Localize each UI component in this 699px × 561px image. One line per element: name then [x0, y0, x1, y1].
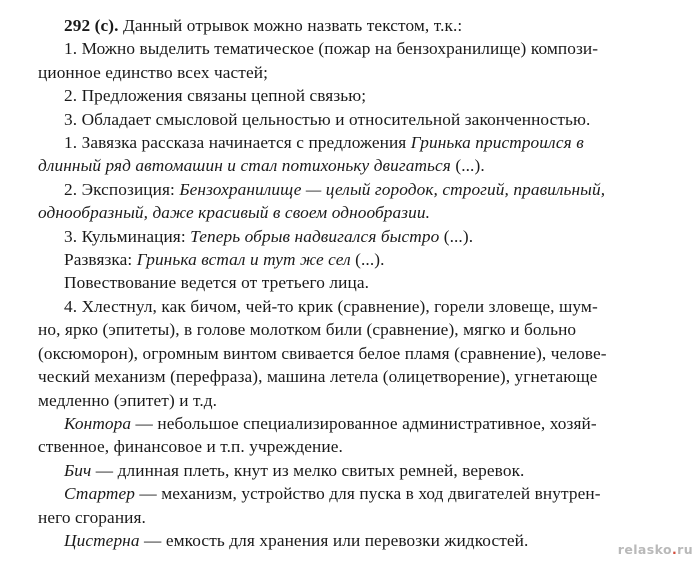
document-body [38, 37, 677, 552]
text-line [38, 482, 677, 505]
exercise-title: Данный отрывок можно назвать текстом, т.к.: [122, 16, 463, 35]
text-span: — небольшое специализированное административное, хозяй- [131, 413, 597, 433]
text-span: Теперь обрыв надвигался быстро [190, 226, 440, 246]
text-span: Повествование ведется от третьего лица. [64, 273, 370, 293]
text-line [38, 318, 677, 341]
text-line [38, 131, 677, 154]
watermark-dot: . [671, 542, 678, 557]
text-span: однообразный, даже красивый в своем однообразии. [38, 203, 431, 223]
exercise-heading [38, 14, 677, 37]
text-span: 3. Обладает смысловой цельностью и относительной законченностью. [64, 109, 591, 129]
text-span: него сгорания. [38, 507, 146, 527]
text-span: 3. Кульминация: [64, 226, 191, 246]
text-span: 1. Завязка рассказа начинается с предложения [64, 133, 411, 153]
text-line [38, 506, 677, 529]
text-span: ственное, финансовое и т.п. учреждение. [38, 437, 343, 457]
watermark-prefix: relasko [617, 542, 672, 557]
text-line [38, 342, 677, 365]
text-line [38, 108, 677, 131]
text-line [38, 225, 677, 248]
text-line [38, 412, 677, 435]
watermark-suffix: ru [677, 542, 693, 557]
text-span: 1. Можно выделить тематическое (пожар на бензохранилище) компози- [64, 39, 599, 59]
text-span: 2. Предложения связаны цепной связью; [64, 86, 367, 106]
text-span: но, ярко (эпитеты), в голове молотком били (сравнение), мягко и больно [38, 320, 577, 340]
text-line [38, 365, 677, 388]
text-line [38, 295, 677, 318]
exercise-number: 292 (c). [64, 16, 119, 35]
text-span: Стартер [64, 484, 136, 504]
text-line [38, 529, 677, 552]
text-line [38, 61, 677, 84]
text-line [38, 37, 677, 60]
text-span: Цистерна [64, 530, 140, 550]
text-line [38, 84, 677, 107]
text-line [38, 271, 677, 294]
text-span: (...). [450, 156, 485, 176]
text-span: ческий механизм (перефраза), машина летела (олицетворение), угнетающе [38, 367, 598, 387]
text-span: 4. Хлестнул, как бичом, чей-то крик (сравнение), горели зловеще, шум- [64, 296, 598, 316]
text-span: — емкость для хранения или перевозки жидкостей. [139, 530, 529, 550]
text-line [38, 154, 677, 177]
text-line [38, 459, 677, 482]
text-span: (...). [350, 250, 385, 270]
text-line [38, 178, 677, 201]
text-span: Контора [64, 413, 132, 433]
text-span: Бензохранилище — целый городок, строгий, правильный, [179, 179, 606, 199]
text-span: (оксюморон), огромным винтом свивается белое пламя (сравнение), челове- [38, 343, 607, 363]
text-line [38, 389, 677, 412]
text-span: — механизм, устройство для пуска в ход двигателей внутрен- [135, 484, 601, 504]
text-span: Бич [64, 460, 92, 480]
text-span: ционное единство всех частей; [38, 62, 268, 82]
text-span: (...). [439, 226, 474, 246]
text-line [38, 201, 677, 224]
text-span: 2. Экспозиция: [64, 179, 180, 199]
text-line [38, 248, 677, 271]
text-span: Гринька встал и тут же сел [136, 250, 351, 270]
text-span: длинный ряд автомашин и стал потихоньку двигаться [38, 156, 451, 176]
text-line [38, 435, 677, 458]
watermark [618, 542, 693, 557]
text-span: — длинная плеть, кнут из мелко свитых ремней, веревок. [91, 460, 525, 480]
text-span: Развязка: [64, 250, 137, 270]
text-span: медленно (эпитет) и т.д. [38, 390, 218, 410]
text-span: Гринька пристроился в [410, 133, 584, 153]
